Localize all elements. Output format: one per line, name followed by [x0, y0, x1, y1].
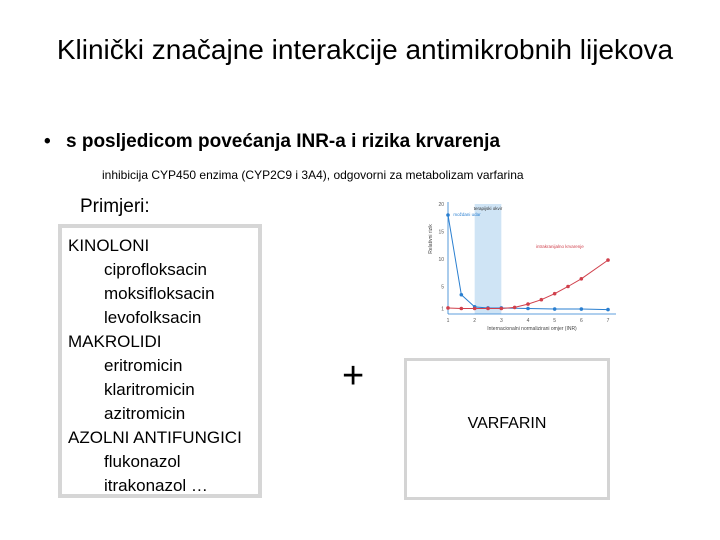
data-point [486, 307, 490, 311]
data-point [446, 213, 450, 217]
drug-list-box [58, 224, 262, 498]
drug-group-name: AZOLNI ANTIFUNGICI [68, 428, 242, 447]
band-label: terapijski okvir [473, 206, 503, 211]
drug-group-name: MAKROLIDI [68, 332, 162, 351]
data-point [606, 258, 610, 262]
plus-sign: + [342, 355, 365, 397]
drug-item: klaritromicin [104, 380, 195, 399]
data-point [566, 285, 570, 289]
therapeutic-band [475, 204, 502, 314]
data-point [460, 307, 464, 311]
data-point [580, 307, 584, 311]
inr-risk-chart [424, 194, 624, 344]
drug-item: itrakonazol … [104, 476, 208, 495]
warfarin-label: VARFARIN [467, 415, 547, 432]
y-tick-label: 1 [441, 306, 444, 313]
x-tick-label: 2 [473, 318, 477, 324]
x-tick-label: 3 [499, 318, 503, 324]
warfarin-box [404, 358, 610, 500]
drug-item: levofolksacin [104, 308, 202, 327]
data-point [446, 306, 450, 310]
y-tick-label: 20 [438, 202, 444, 208]
data-point [553, 307, 557, 311]
x-tick-label: 4 [526, 318, 530, 324]
data-point [526, 302, 530, 306]
y-tick-label: 5 [441, 284, 444, 291]
x-tick-label: 1 [446, 318, 450, 324]
examples-label: Primjeri: [80, 196, 150, 217]
data-point [606, 308, 610, 312]
slide-title: Klinički značajne interakcije antimikrobnih lijekova [56, 34, 674, 65]
y-axis-label: Relativni rizik [428, 224, 434, 254]
data-point [513, 306, 517, 310]
data-point [500, 307, 504, 311]
series-label: moždani udar [453, 212, 481, 218]
series-label: intrakranijalno krvarenje [536, 244, 584, 249]
data-point [526, 307, 530, 311]
y-tick-label: 15 [438, 229, 444, 236]
bullet-text: s posljedicom povećanja INR-a i rizika krvarenja [66, 131, 501, 152]
data-point [580, 277, 584, 281]
data-point [473, 307, 477, 311]
drug-list [68, 234, 242, 498]
drug-item: moksifloksacin [104, 284, 215, 303]
x-tick-label: 5 [553, 318, 557, 324]
data-point [540, 298, 544, 302]
x-tick-label: 6 [579, 318, 583, 324]
drug-item: azitromicin [104, 404, 186, 423]
bullet-icon: • [44, 131, 51, 152]
y-tick-label: 10 [438, 257, 444, 263]
drug-item: eritromicin [104, 356, 183, 375]
x-tick-label: 7 [606, 318, 610, 324]
bullet-point [44, 131, 500, 153]
mechanism-text: inhibicija CYP450 enzima (CYP2C9 i 3A4), odgovorni za metabolizam varfarina [102, 168, 524, 182]
series-line [448, 215, 608, 310]
drug-item: flukonazol [104, 452, 181, 471]
series-line [448, 260, 608, 308]
drug-group-name: KINOLONI [68, 236, 150, 255]
data-point [553, 292, 557, 296]
data-point [460, 293, 464, 297]
drug-item: ciprofloksacin [104, 260, 207, 279]
x-axis-label: Internacionalni normalizirani omjer (INR) [487, 326, 577, 332]
